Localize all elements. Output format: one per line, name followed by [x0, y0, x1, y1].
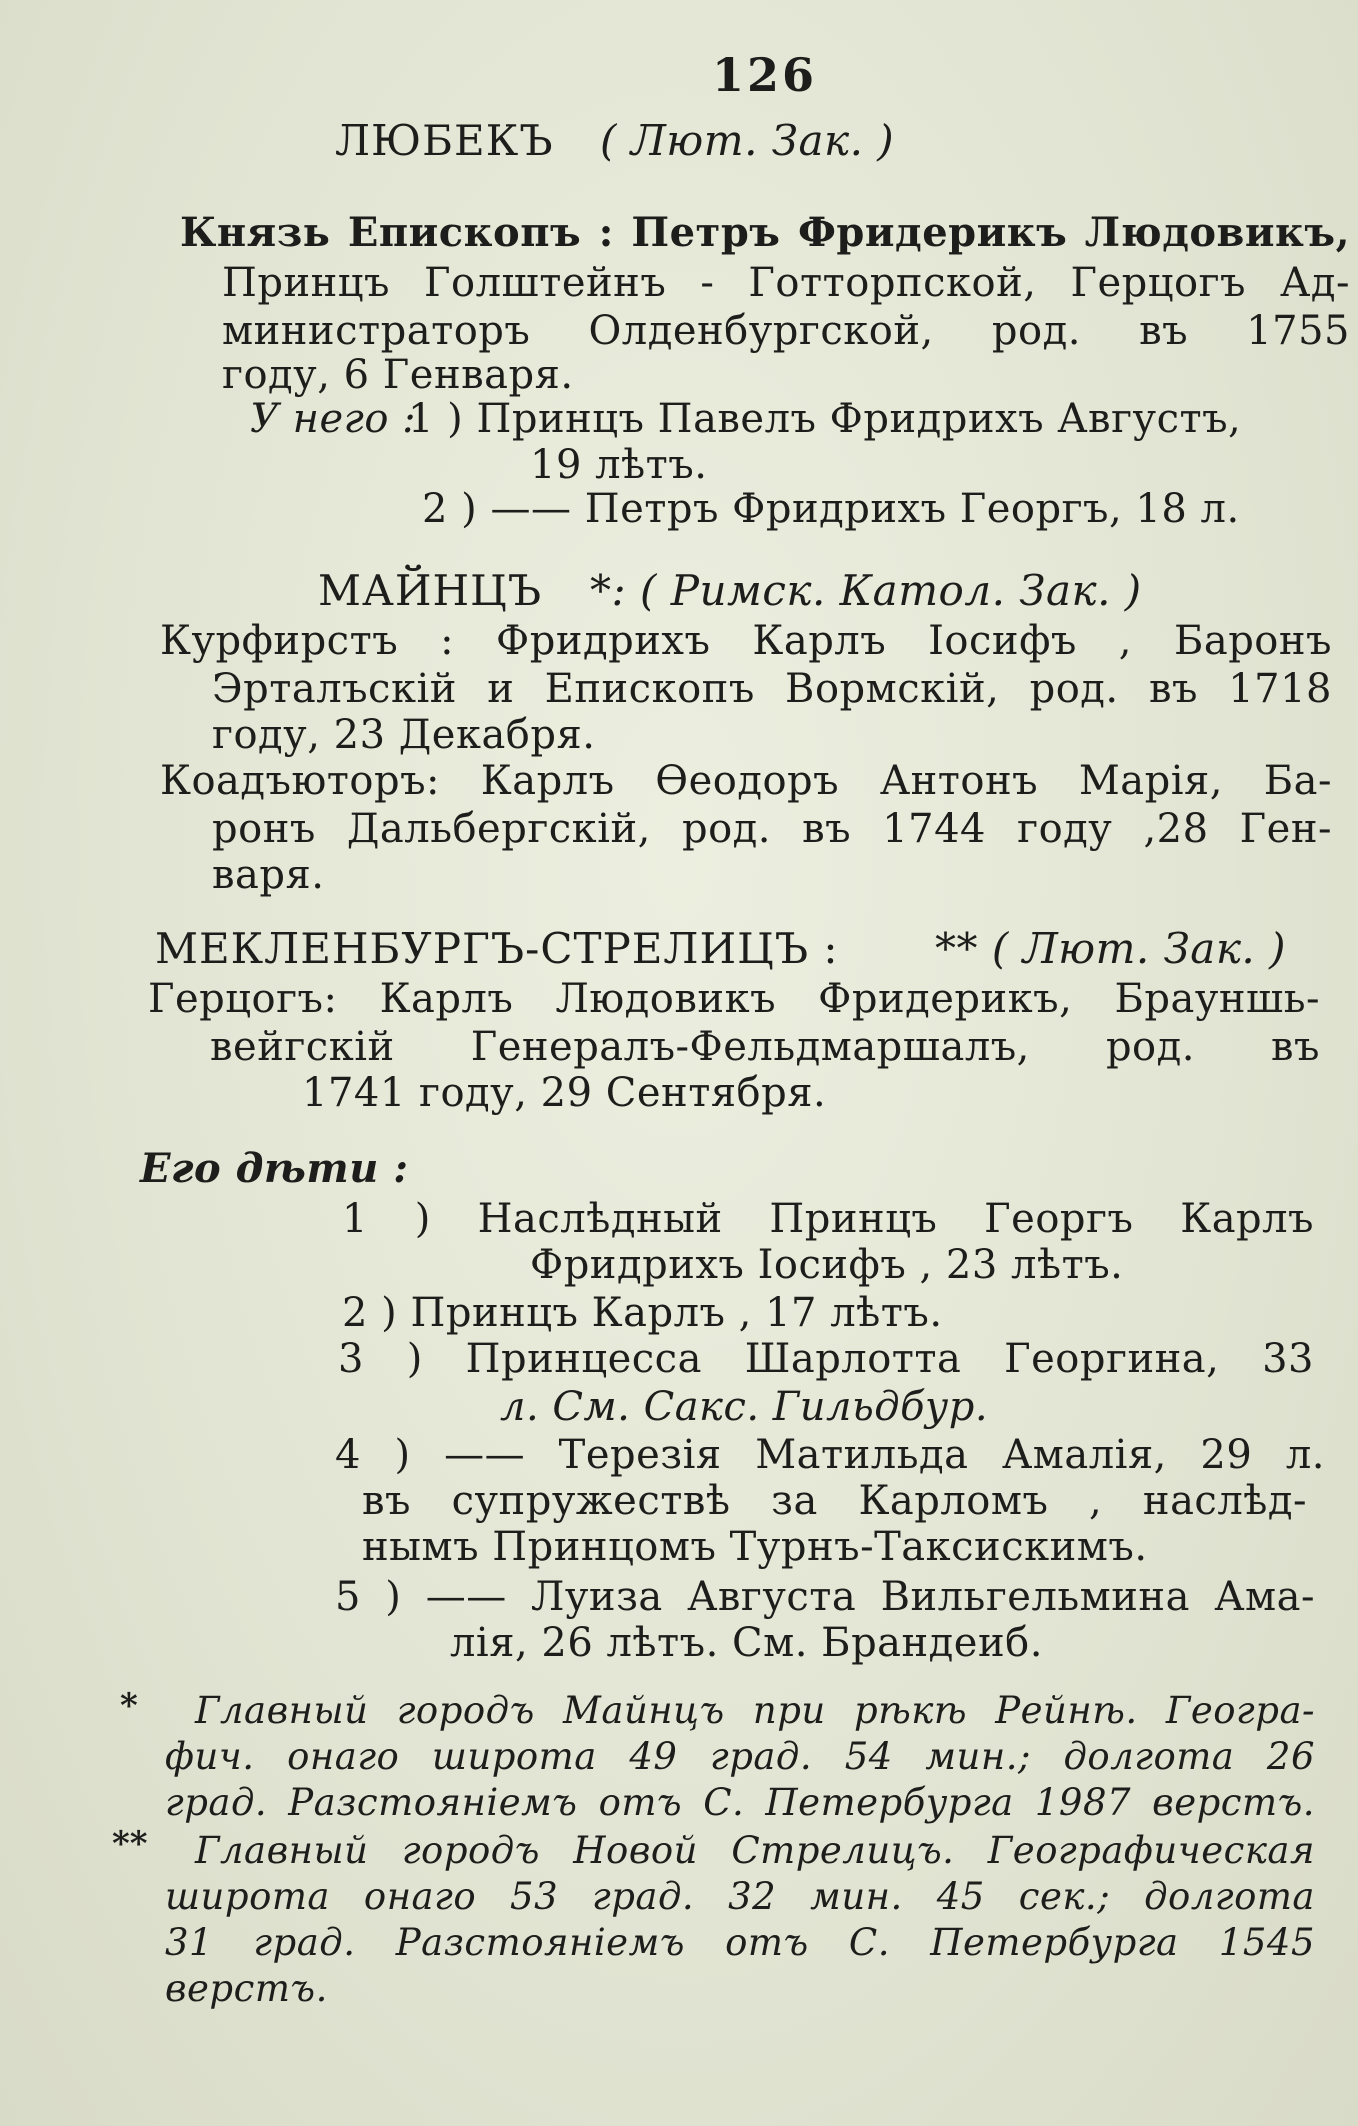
mecklenburg-text-line-2: вейгскій Генералъ-Фельдмаршалъ, род. въ	[210, 1024, 1320, 1070]
footnote-2-marker: **	[112, 1824, 148, 1864]
mainz-text-line-6: варя.	[212, 852, 325, 898]
mecklenburg-child-4-cont-2: нымъ Принцомъ Турнъ-Таксискимъ.	[362, 1524, 1148, 1570]
footnote-1-marker: *	[120, 1686, 138, 1726]
mainz-text-line-3: году, 23 Декабря.	[212, 712, 596, 758]
footnote-2-line-3: 31 град. Разстояніемъ отъ С. Петербурга 1545	[165, 1921, 1315, 1964]
mecklenburg-heading: МЕКЛЕНБУРГЪ-СТРЕЛИЦЪ :	[155, 924, 839, 973]
footnote-2-line-4: верстъ.	[165, 1967, 328, 2010]
mecklenburg-child-1: 1 ) Наслѣдный Принцъ Георгъ Карлъ	[342, 1196, 1314, 1242]
mainz-text-line-1: Курфирстъ : Фридрихъ Карлъ Іосифъ , Баронъ	[160, 618, 1332, 664]
lubeck-religion: ( Лют. Зак. )	[600, 116, 895, 165]
lubeck-text-line-4: году, 6 Генваря.	[222, 352, 574, 398]
mainz-text-line-2: Эрталъскій и Епископъ Вормскій, род. въ 1718	[212, 666, 1332, 712]
mainz-text-line-5: ронъ Дальбергскій, род. въ 1744 году ,28 Ген-	[212, 806, 1332, 852]
footnote-1-line-2: фич. онаго широта 49 град. 54 мин.; долгота 26	[165, 1735, 1315, 1778]
mecklenburg-child-5-cont: лія, 26 лѣтъ. См. Брандеиб.	[450, 1620, 1043, 1666]
mainz-text-line-4: Коадъюторъ: Карлъ Ѳеодоръ Антонъ Марія, Ба-	[160, 758, 1332, 804]
lubeck-child-1-age: 19 лѣтъ.	[530, 442, 708, 488]
lubeck-text-line-1: Князь Епископъ : Петръ Фридерикъ Людовикъ,	[180, 209, 1350, 256]
lubeck-children-label: У него :	[250, 396, 417, 442]
footnote-2-line-2: широта онаго 53 град. 32 мин. 45 сек.; долгота	[165, 1875, 1315, 1918]
mecklenburg-child-3: 3 ) Принцесса Шарлотта Георгина, 33	[338, 1336, 1314, 1382]
lubeck-child-1: 1 ) Принцъ Павелъ Фридрихъ Августъ,	[408, 396, 1242, 442]
page-number: 126	[712, 48, 818, 102]
mainz-heading: МАЙНЦЪ	[318, 566, 543, 615]
footnote-1-line-3: град. Разстояніемъ отъ С. Петербурга 1987 верстъ.	[165, 1781, 1315, 1824]
mecklenburg-text-line-3: 1741 году, 29 Сентября.	[302, 1070, 827, 1116]
mainz-religion: *: ( Римск. Катол. Зак. )	[590, 566, 1142, 615]
lubeck-text-line-2: Принцъ Голштейнъ - Готторпской, Герцогъ Ад-	[222, 260, 1350, 306]
footnote-2-line-1: Главный городъ Новой Стрелицъ. Географическая	[195, 1829, 1315, 1872]
mecklenburg-child-4-cont-1: въ супружествѣ за Карломъ , наслѣд-	[362, 1478, 1307, 1524]
mecklenburg-children-label: Его дѣти :	[140, 1145, 409, 1192]
mecklenburg-text-line-1: Герцогъ: Карлъ Людовикъ Фридерикъ, Брауншь-	[148, 976, 1320, 1022]
lubeck-text-line-3: министраторъ Олденбургской, род. въ 1755	[222, 308, 1350, 354]
lubeck-child-2: 2 ) —— Петръ Фридрихъ Георгъ, 18 л.	[422, 486, 1240, 532]
lubeck-heading: ЛЮБЕКЪ	[335, 116, 554, 165]
mecklenburg-child-3-cont: л. См. Сакс. Гильдбур.	[500, 1384, 989, 1430]
mecklenburg-child-4: 4 ) —— Терезія Матильда Амалія, 29 л.	[335, 1432, 1325, 1478]
mecklenburg-child-1-cont: Фридрихъ Іосифъ , 23 лѣтъ.	[530, 1242, 1124, 1288]
mecklenburg-child-5: 5 ) —— Луиза Августа Вильгельмина Ама-	[335, 1574, 1315, 1620]
mecklenburg-child-2: 2 ) Принцъ Карлъ , 17 лѣтъ.	[342, 1290, 943, 1336]
mecklenburg-religion: ** ( Лют. Зак. )	[935, 924, 1287, 973]
footnote-1-line-1: Главный городъ Майнцъ при рѣкѣ Рейнѣ. Геогра-	[195, 1689, 1315, 1732]
